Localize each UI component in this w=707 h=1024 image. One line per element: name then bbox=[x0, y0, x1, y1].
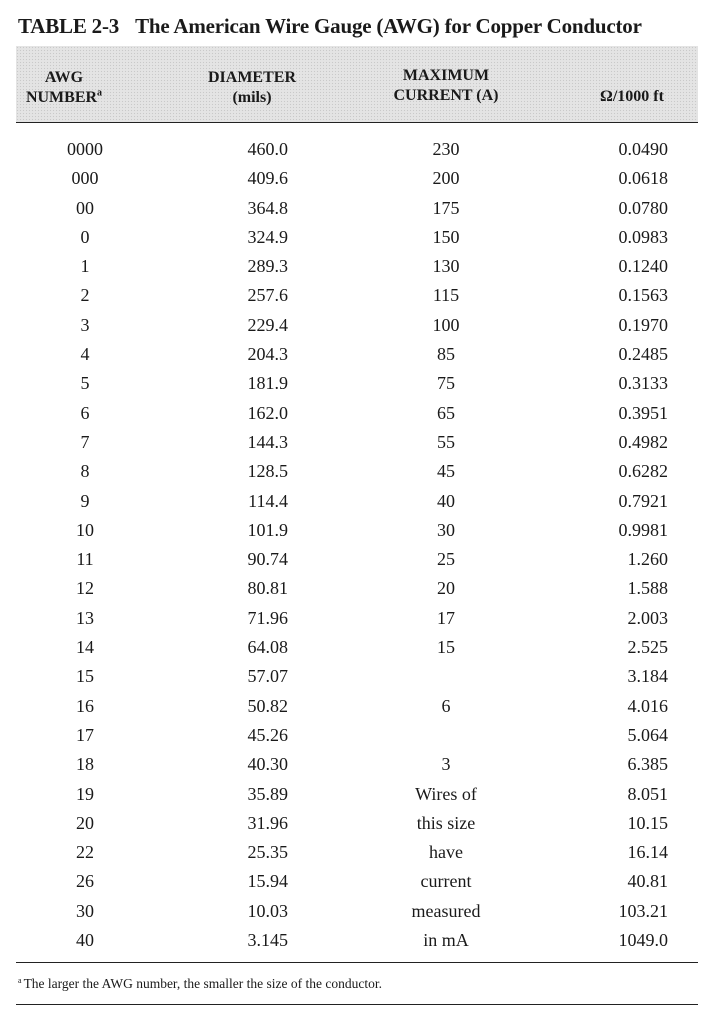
cell-max-current: 30 bbox=[437, 519, 455, 540]
header-diameter-line2: (mils) bbox=[232, 89, 272, 106]
cell-diameter: 324.9 bbox=[247, 226, 288, 247]
table-row bbox=[0, 139, 707, 168]
cell-awg-number: 16 bbox=[76, 695, 94, 716]
table-footnote bbox=[18, 976, 382, 992]
table-row bbox=[0, 373, 707, 402]
cell-diameter: 50.82 bbox=[247, 695, 288, 716]
cell-diameter: 25.35 bbox=[247, 842, 288, 863]
table-row bbox=[0, 461, 707, 490]
cell-awg-number: 00 bbox=[76, 197, 94, 218]
cell-diameter: 45.26 bbox=[247, 724, 288, 745]
cell-ohms: 16.14 bbox=[627, 842, 668, 863]
page-bottom-rule bbox=[16, 1004, 698, 1005]
cell-ohms: 1.260 bbox=[627, 549, 668, 570]
cell-awg-number: 26 bbox=[76, 871, 94, 892]
header-current-line1: MAXIMUM bbox=[402, 67, 490, 84]
cell-max-current: have bbox=[429, 842, 463, 863]
cell-ohms: 0.6282 bbox=[618, 461, 668, 482]
cell-ohms: 0.1563 bbox=[618, 285, 668, 306]
header-diameter-line1: DIAMETER bbox=[207, 69, 296, 86]
cell-diameter: 114.4 bbox=[248, 490, 288, 511]
table-header-band bbox=[16, 46, 698, 123]
cell-max-current: 55 bbox=[437, 431, 455, 452]
cell-diameter: 162.0 bbox=[247, 402, 288, 423]
cell-diameter: 10.03 bbox=[247, 900, 288, 921]
cell-max-current: 100 bbox=[432, 314, 460, 335]
cell-max-current: 85 bbox=[437, 344, 455, 365]
cell-ohms: 6.385 bbox=[627, 754, 668, 775]
cell-max-current: 65 bbox=[437, 402, 455, 423]
cell-ohms: 2.003 bbox=[627, 607, 668, 628]
cell-awg-number: 3 bbox=[80, 314, 90, 335]
table-row bbox=[0, 813, 707, 842]
header-awg-line2-wrap bbox=[12, 88, 116, 108]
cell-diameter: 289.3 bbox=[247, 256, 288, 277]
header-ohms-label: Ω/1000 ft bbox=[600, 88, 664, 105]
table-row bbox=[0, 784, 707, 813]
footnote-marker: a bbox=[18, 975, 22, 985]
cell-diameter: 144.3 bbox=[247, 431, 288, 452]
table-row bbox=[0, 637, 707, 666]
cell-awg-number: 2 bbox=[80, 285, 90, 306]
table-row bbox=[0, 198, 707, 227]
cell-ohms: 0.1970 bbox=[618, 314, 668, 335]
cell-awg-number: 30 bbox=[76, 900, 94, 921]
cell-max-current: 6 bbox=[441, 695, 451, 716]
cell-ohms: 0.0618 bbox=[618, 168, 668, 189]
table-row bbox=[0, 578, 707, 607]
cell-max-current: 115 bbox=[432, 285, 460, 306]
cell-diameter: 128.5 bbox=[247, 461, 288, 482]
cell-ohms: 0.9981 bbox=[618, 519, 668, 540]
header-awg-line1: AWG bbox=[44, 69, 84, 86]
cell-diameter: 71.96 bbox=[247, 607, 288, 628]
cell-max-current: this size bbox=[416, 812, 476, 833]
table-row bbox=[0, 930, 707, 959]
cell-max-current: 175 bbox=[432, 197, 460, 218]
cell-ohms: 3.184 bbox=[627, 666, 668, 687]
cell-ohms: 0.4982 bbox=[618, 431, 668, 452]
cell-max-current: 20 bbox=[437, 578, 455, 599]
cell-awg-number: 13 bbox=[76, 607, 94, 628]
cell-diameter: 57.07 bbox=[247, 666, 288, 687]
table-row bbox=[0, 754, 707, 783]
cell-awg-number: 20 bbox=[76, 812, 94, 833]
table-row bbox=[0, 871, 707, 900]
cell-diameter: 90.74 bbox=[247, 549, 288, 570]
cell-awg-number: 0000 bbox=[67, 139, 103, 159]
cell-awg-number: 11 bbox=[76, 549, 94, 570]
table-row bbox=[0, 285, 707, 314]
table-row bbox=[0, 549, 707, 578]
cell-ohms: 0.0490 bbox=[618, 139, 668, 159]
cell-max-current: 3 bbox=[441, 754, 451, 775]
cell-diameter: 257.6 bbox=[247, 285, 288, 306]
cell-awg-number: 22 bbox=[76, 842, 94, 863]
cell-diameter: 204.3 bbox=[247, 344, 288, 365]
cell-diameter: 80.81 bbox=[247, 578, 288, 599]
table-row bbox=[0, 168, 707, 197]
cell-awg-number: 1 bbox=[80, 256, 90, 277]
table-bottom-rule bbox=[16, 962, 698, 963]
cell-awg-number: 18 bbox=[76, 754, 94, 775]
cell-awg-number: 40 bbox=[76, 930, 94, 951]
cell-max-current: 25 bbox=[437, 549, 455, 570]
cell-max-current: 130 bbox=[432, 256, 460, 277]
cell-ohms: 5.064 bbox=[627, 724, 668, 745]
table-row bbox=[0, 608, 707, 637]
cell-ohms: 2.525 bbox=[627, 637, 668, 658]
header-awg-line2: NUMBER bbox=[25, 89, 98, 106]
cell-diameter: 101.9 bbox=[247, 519, 288, 540]
cell-awg-number: 19 bbox=[76, 783, 94, 804]
cell-awg-number: 9 bbox=[80, 490, 90, 511]
table-row bbox=[0, 256, 707, 285]
cell-awg-number: 10 bbox=[76, 519, 94, 540]
table-row bbox=[0, 696, 707, 725]
cell-max-current: 200 bbox=[432, 168, 460, 189]
cell-diameter: 31.96 bbox=[247, 812, 288, 833]
cell-ohms: 0.0780 bbox=[618, 197, 668, 218]
header-awg-number bbox=[12, 68, 116, 108]
cell-awg-number: 14 bbox=[76, 637, 94, 658]
cell-ohms: 8.051 bbox=[627, 783, 668, 804]
table-row bbox=[0, 520, 707, 549]
cell-awg-number: 8 bbox=[80, 461, 90, 482]
cell-ohms: 10.15 bbox=[627, 812, 668, 833]
cell-diameter: 15.94 bbox=[247, 871, 288, 892]
cell-max-current: in mA bbox=[423, 930, 469, 951]
cell-ohms: 0.2485 bbox=[618, 344, 668, 365]
cell-max-current: 150 bbox=[432, 226, 460, 247]
cell-max-current: measured bbox=[411, 900, 481, 921]
table-row bbox=[0, 901, 707, 930]
cell-awg-number: 4 bbox=[80, 344, 90, 365]
cell-diameter: 181.9 bbox=[247, 373, 288, 394]
cell-diameter: 364.8 bbox=[247, 197, 288, 218]
cell-ohms: 1.588 bbox=[627, 578, 668, 599]
cell-ohms: 4.016 bbox=[627, 695, 668, 716]
cell-diameter: 64.08 bbox=[247, 637, 288, 658]
cell-ohms: 1049.0 bbox=[618, 930, 668, 951]
table-body bbox=[0, 139, 707, 959]
table-row bbox=[0, 842, 707, 871]
table-row bbox=[0, 227, 707, 256]
table-row bbox=[0, 344, 707, 373]
cell-max-current: current bbox=[420, 871, 472, 892]
cell-ohms: 40.81 bbox=[627, 871, 668, 892]
cell-max-current: 40 bbox=[437, 490, 455, 511]
header-diameter bbox=[196, 68, 308, 108]
table-title bbox=[18, 14, 642, 39]
table-row bbox=[0, 403, 707, 432]
cell-awg-number: 6 bbox=[80, 402, 90, 423]
cell-max-current: Wires of bbox=[415, 783, 477, 804]
header-ohms-per-1000ft bbox=[582, 87, 682, 107]
cell-diameter: 409.6 bbox=[247, 168, 288, 189]
cell-awg-number: 5 bbox=[80, 373, 90, 394]
cell-max-current: 17 bbox=[437, 607, 455, 628]
header-awg-footnote-marker: a bbox=[97, 87, 103, 99]
cell-diameter: 40.30 bbox=[247, 754, 288, 775]
table-row bbox=[0, 315, 707, 344]
table-caption: The American Wire Gauge (AWG) for Copper Conductor bbox=[135, 14, 642, 38]
table-row bbox=[0, 725, 707, 754]
cell-awg-number: 12 bbox=[76, 578, 94, 599]
cell-ohms: 0.3133 bbox=[618, 373, 668, 394]
cell-awg-number: 0 bbox=[80, 226, 90, 247]
cell-max-current: 75 bbox=[437, 373, 455, 394]
cell-awg-number: 15 bbox=[76, 666, 94, 687]
footnote-text: The larger the AWG number, the smaller the size of the conductor. bbox=[23, 976, 382, 991]
cell-diameter: 460.0 bbox=[247, 139, 288, 159]
cell-ohms: 0.1240 bbox=[618, 256, 668, 277]
cell-ohms: 0.7921 bbox=[618, 490, 668, 511]
cell-diameter: 3.145 bbox=[247, 930, 288, 951]
cell-diameter: 35.89 bbox=[247, 783, 288, 804]
cell-awg-number: 000 bbox=[71, 168, 99, 189]
cell-max-current: 45 bbox=[437, 461, 455, 482]
cell-awg-number: 17 bbox=[76, 724, 94, 745]
cell-ohms: 0.3951 bbox=[618, 402, 668, 423]
cell-max-current: 15 bbox=[437, 637, 455, 658]
cell-awg-number: 7 bbox=[80, 431, 90, 452]
table-row bbox=[0, 432, 707, 461]
table-row bbox=[0, 666, 707, 695]
cell-diameter: 229.4 bbox=[247, 314, 288, 335]
table-number: TABLE 2-3 bbox=[18, 14, 120, 38]
cell-ohms: 103.21 bbox=[618, 900, 668, 921]
cell-max-current: 230 bbox=[432, 139, 460, 159]
header-current-line2: CURRENT (A) bbox=[393, 87, 499, 104]
header-maximum-current bbox=[376, 66, 516, 106]
table-row bbox=[0, 491, 707, 520]
cell-ohms: 0.0983 bbox=[618, 226, 668, 247]
